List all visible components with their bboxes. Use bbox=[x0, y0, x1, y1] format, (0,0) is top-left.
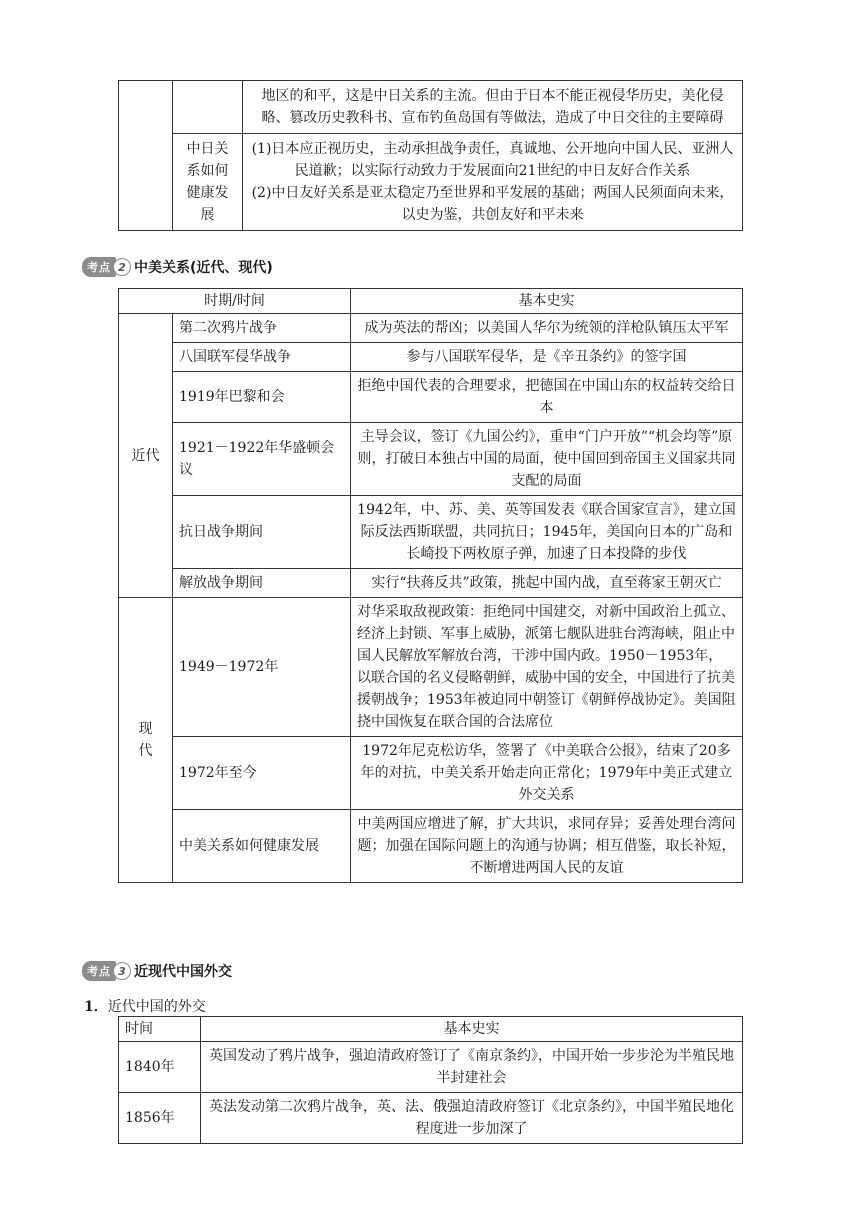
fact-cell: 拒绝中国代表的合理要求，把德国在中国山东的权益转交给日本 bbox=[351, 372, 743, 423]
table-header-row bbox=[119, 1017, 743, 1042]
table-row bbox=[119, 372, 743, 423]
section-2-heading bbox=[82, 256, 273, 278]
table-row bbox=[119, 314, 743, 343]
fact-cell: 实行“扶蒋反共”政策，挑起中国内战，直至蒋家王朝灭亡 bbox=[351, 569, 743, 598]
modern-diplomacy-table bbox=[118, 1016, 743, 1144]
table-row bbox=[119, 423, 743, 496]
event-cell: 1921－1922年华盛顿会议 bbox=[173, 423, 351, 496]
point-2: (2)中日友好关系是亚太稳定乃至世界和平发展的基础；两国人民须面向未来，以史为鉴，共创友好和平未来 bbox=[251, 185, 734, 223]
table-row bbox=[119, 496, 743, 569]
china-us-table bbox=[118, 288, 743, 883]
header-period: 时期/时间 bbox=[119, 289, 351, 314]
point-1: (1)日本应正视历史，主动承担战争责任，真诚地、公开地向中国人民、亚洲人民道歉；以实际行动致力于发展面向21世纪的中日友好合作关系 bbox=[251, 141, 734, 179]
table-row bbox=[119, 810, 743, 883]
period-label-modern: 近代 bbox=[119, 314, 173, 598]
china-japan-table bbox=[118, 80, 743, 231]
header-fact: 基本史实 bbox=[351, 289, 743, 314]
table-row bbox=[119, 569, 743, 598]
table-row bbox=[119, 737, 743, 810]
table-cell bbox=[119, 81, 173, 231]
table-header-row bbox=[119, 289, 743, 314]
event-cell: 1972年至今 bbox=[173, 737, 351, 810]
event-cell: 1949－1972年 bbox=[173, 598, 351, 737]
header-time: 时间 bbox=[119, 1017, 201, 1042]
header-fact: 基本史实 bbox=[201, 1017, 743, 1042]
table-cell bbox=[173, 81, 243, 134]
event-cell: 抗日战争期间 bbox=[173, 496, 351, 569]
section-3-heading bbox=[82, 960, 232, 982]
fact-cell: 对华采取敌视政策：拒绝同中国建交，对新中国政治上孤立、经济上封锁、军事上威胁，派第七舰队进驻台湾海峡，阻止中国人民解放军解放台湾，干涉中国内政。1950－1953年，以联合国的名义侵略朝鲜，威胁中国的安全，中国进行了抗美援朝战争；1953年被迫同中朝签订《朝鲜停战协定》。美国阻挠中国恢复在联合国的合法席位 bbox=[351, 598, 743, 737]
event-cell: 中美关系如何健康发展 bbox=[173, 810, 351, 883]
table-row bbox=[119, 343, 743, 372]
event-cell: 解放战争期间 bbox=[173, 569, 351, 598]
time-cell: 1840年 bbox=[119, 1042, 201, 1093]
section-title: 中美关系(近代、现代) bbox=[134, 260, 273, 276]
fact-cell bbox=[243, 134, 743, 231]
event-cell: 第二次鸦片战争 bbox=[173, 314, 351, 343]
time-cell: 1856年 bbox=[119, 1093, 201, 1144]
table-row bbox=[119, 81, 743, 134]
table-row bbox=[119, 1093, 743, 1144]
fact-cell: 地区的和平，这是中日关系的主流。但由于日本不能正视侵华历史，美化侵略、篡改历史教科书、宣布钓鱼岛国有等做法，造成了中日交往的主要障碍 bbox=[243, 81, 743, 134]
table-row bbox=[119, 598, 743, 737]
fact-cell: 参与八国联军侵华，是《辛丑条约》的签字国 bbox=[351, 343, 743, 372]
topic-cell: 中日关系如何健康发展 bbox=[173, 134, 243, 231]
event-cell: 八国联军侵华战争 bbox=[173, 343, 351, 372]
badge-label: 考点 bbox=[82, 257, 116, 277]
badge-number: 2 bbox=[113, 258, 131, 276]
badge-label: 考点 bbox=[82, 961, 116, 981]
badge-number: 3 bbox=[113, 962, 131, 980]
fact-cell: 英法发动第二次鸦片战争，英、法、俄强迫清政府签订《北京条约》，中国半殖民地化程度进一步加深了 bbox=[201, 1093, 743, 1144]
subheading-text: 近代中国的外交 bbox=[107, 999, 206, 1015]
period-label-contemporary: 现 代 bbox=[119, 598, 173, 883]
fact-cell: 成为英法的帮凶；以美国人华尔为统领的洋枪队镇压太平军 bbox=[351, 314, 743, 343]
key-point-badge bbox=[82, 257, 131, 277]
table-row bbox=[119, 134, 743, 231]
key-point-badge bbox=[82, 961, 131, 981]
fact-cell: 1972年尼克松访华，签署了《中美联合公报》，结束了20多年的对抗，中美关系开始走向正常化；1979年中美正式建立外交关系 bbox=[351, 737, 743, 810]
section-title: 近现代中国外交 bbox=[134, 964, 232, 980]
event-cell: 1919年巴黎和会 bbox=[173, 372, 351, 423]
table-row bbox=[119, 1042, 743, 1093]
subheading-number: 1． bbox=[84, 999, 108, 1015]
fact-cell: 主导会议，签订《九国公约》，重申“门户开放”“机会均等”原则，打破日本独占中国的局面，使中国回到帝国主义国家共同支配的局面 bbox=[351, 423, 743, 496]
fact-cell: 1942年，中、苏、美、英等国发表《联合国家宣言》，建立国际反法西斯联盟，共同抗日；1945年，美国向日本的广岛和长崎投下两枚原子弹，加速了日本投降的步伐 bbox=[351, 496, 743, 569]
fact-cell: 英国发动了鸦片战争，强迫清政府签订了《南京条约》，中国开始一步步沦为半殖民地半封建社会 bbox=[201, 1042, 743, 1093]
fact-cell: 中美两国应增进了解，扩大共识，求同存异；妥善处理台湾问题；加强在国际问题上的沟通与协调；相互借鉴，取长补短，不断增进两国人民的友谊 bbox=[351, 810, 743, 883]
subheading bbox=[84, 996, 206, 1016]
